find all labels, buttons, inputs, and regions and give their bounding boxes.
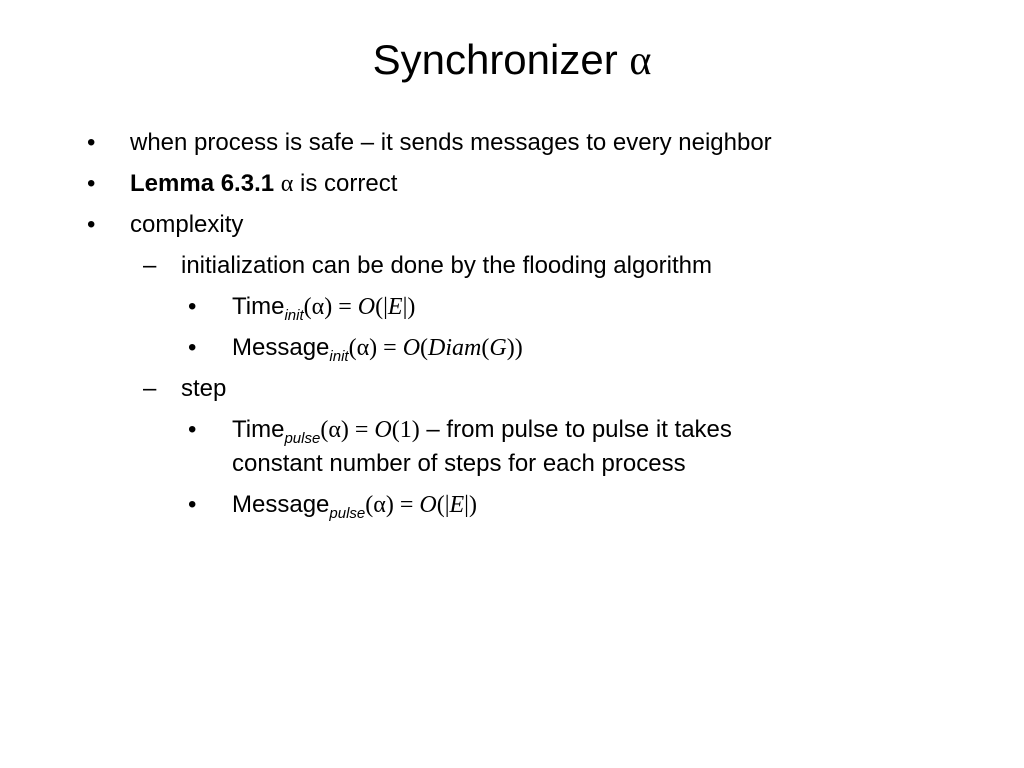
subscript: init xyxy=(284,307,304,324)
bullet-marker: • xyxy=(188,334,197,361)
subscript: pulse xyxy=(329,505,366,522)
description: – from pulse to pulse it takes xyxy=(419,416,732,443)
label: Message xyxy=(232,334,330,361)
description-line2: constant number of steps for each process xyxy=(232,450,686,477)
bullet-text: complexity xyxy=(130,211,244,238)
label: Time xyxy=(232,416,285,443)
subbullet-step xyxy=(181,372,226,406)
bullet-safe-process xyxy=(130,126,772,160)
item-time-init xyxy=(232,290,415,327)
title-text: Synchronizer xyxy=(372,36,618,83)
dash-marker: – xyxy=(143,252,157,279)
item-message-pulse xyxy=(232,488,477,525)
slide-title xyxy=(0,34,1024,87)
bullet-marker: • xyxy=(188,491,197,518)
bullet-text: when process is safe – it sends messages to every neighbor xyxy=(130,129,772,156)
label: Message xyxy=(232,491,330,518)
item-message-init xyxy=(232,331,523,368)
bullet-text: is correct xyxy=(300,170,398,197)
bullet-marker: • xyxy=(188,416,197,443)
subbullet-initialization xyxy=(181,249,712,283)
formula: (α) = O(|E|) xyxy=(303,294,416,320)
formula: (α) = O(Diam(G)) xyxy=(348,335,523,361)
lemma-label: Lemma 6.3.1 xyxy=(130,170,275,197)
bullet-lemma xyxy=(130,167,397,201)
bullet-text: step xyxy=(181,375,227,402)
bullet-marker: • xyxy=(87,170,96,197)
bullet-complexity xyxy=(130,208,243,242)
alpha-symbol: α xyxy=(280,171,294,197)
bullet-marker: • xyxy=(188,293,197,320)
formula: (α) = O(1) xyxy=(320,417,420,443)
dash-marker: – xyxy=(143,375,157,402)
label: Time xyxy=(232,293,285,320)
bullet-text: initialization can be done by the flooding algorithm xyxy=(181,252,713,279)
formula: (α) = O(|E|) xyxy=(365,492,477,518)
item-time-pulse xyxy=(232,413,732,450)
bullet-marker: • xyxy=(87,129,96,156)
item-time-pulse-continuation xyxy=(232,447,686,481)
title-alpha-symbol: α xyxy=(629,38,652,84)
subscript: init xyxy=(329,348,349,365)
subscript: pulse xyxy=(284,430,321,447)
bullet-marker: • xyxy=(87,211,96,238)
